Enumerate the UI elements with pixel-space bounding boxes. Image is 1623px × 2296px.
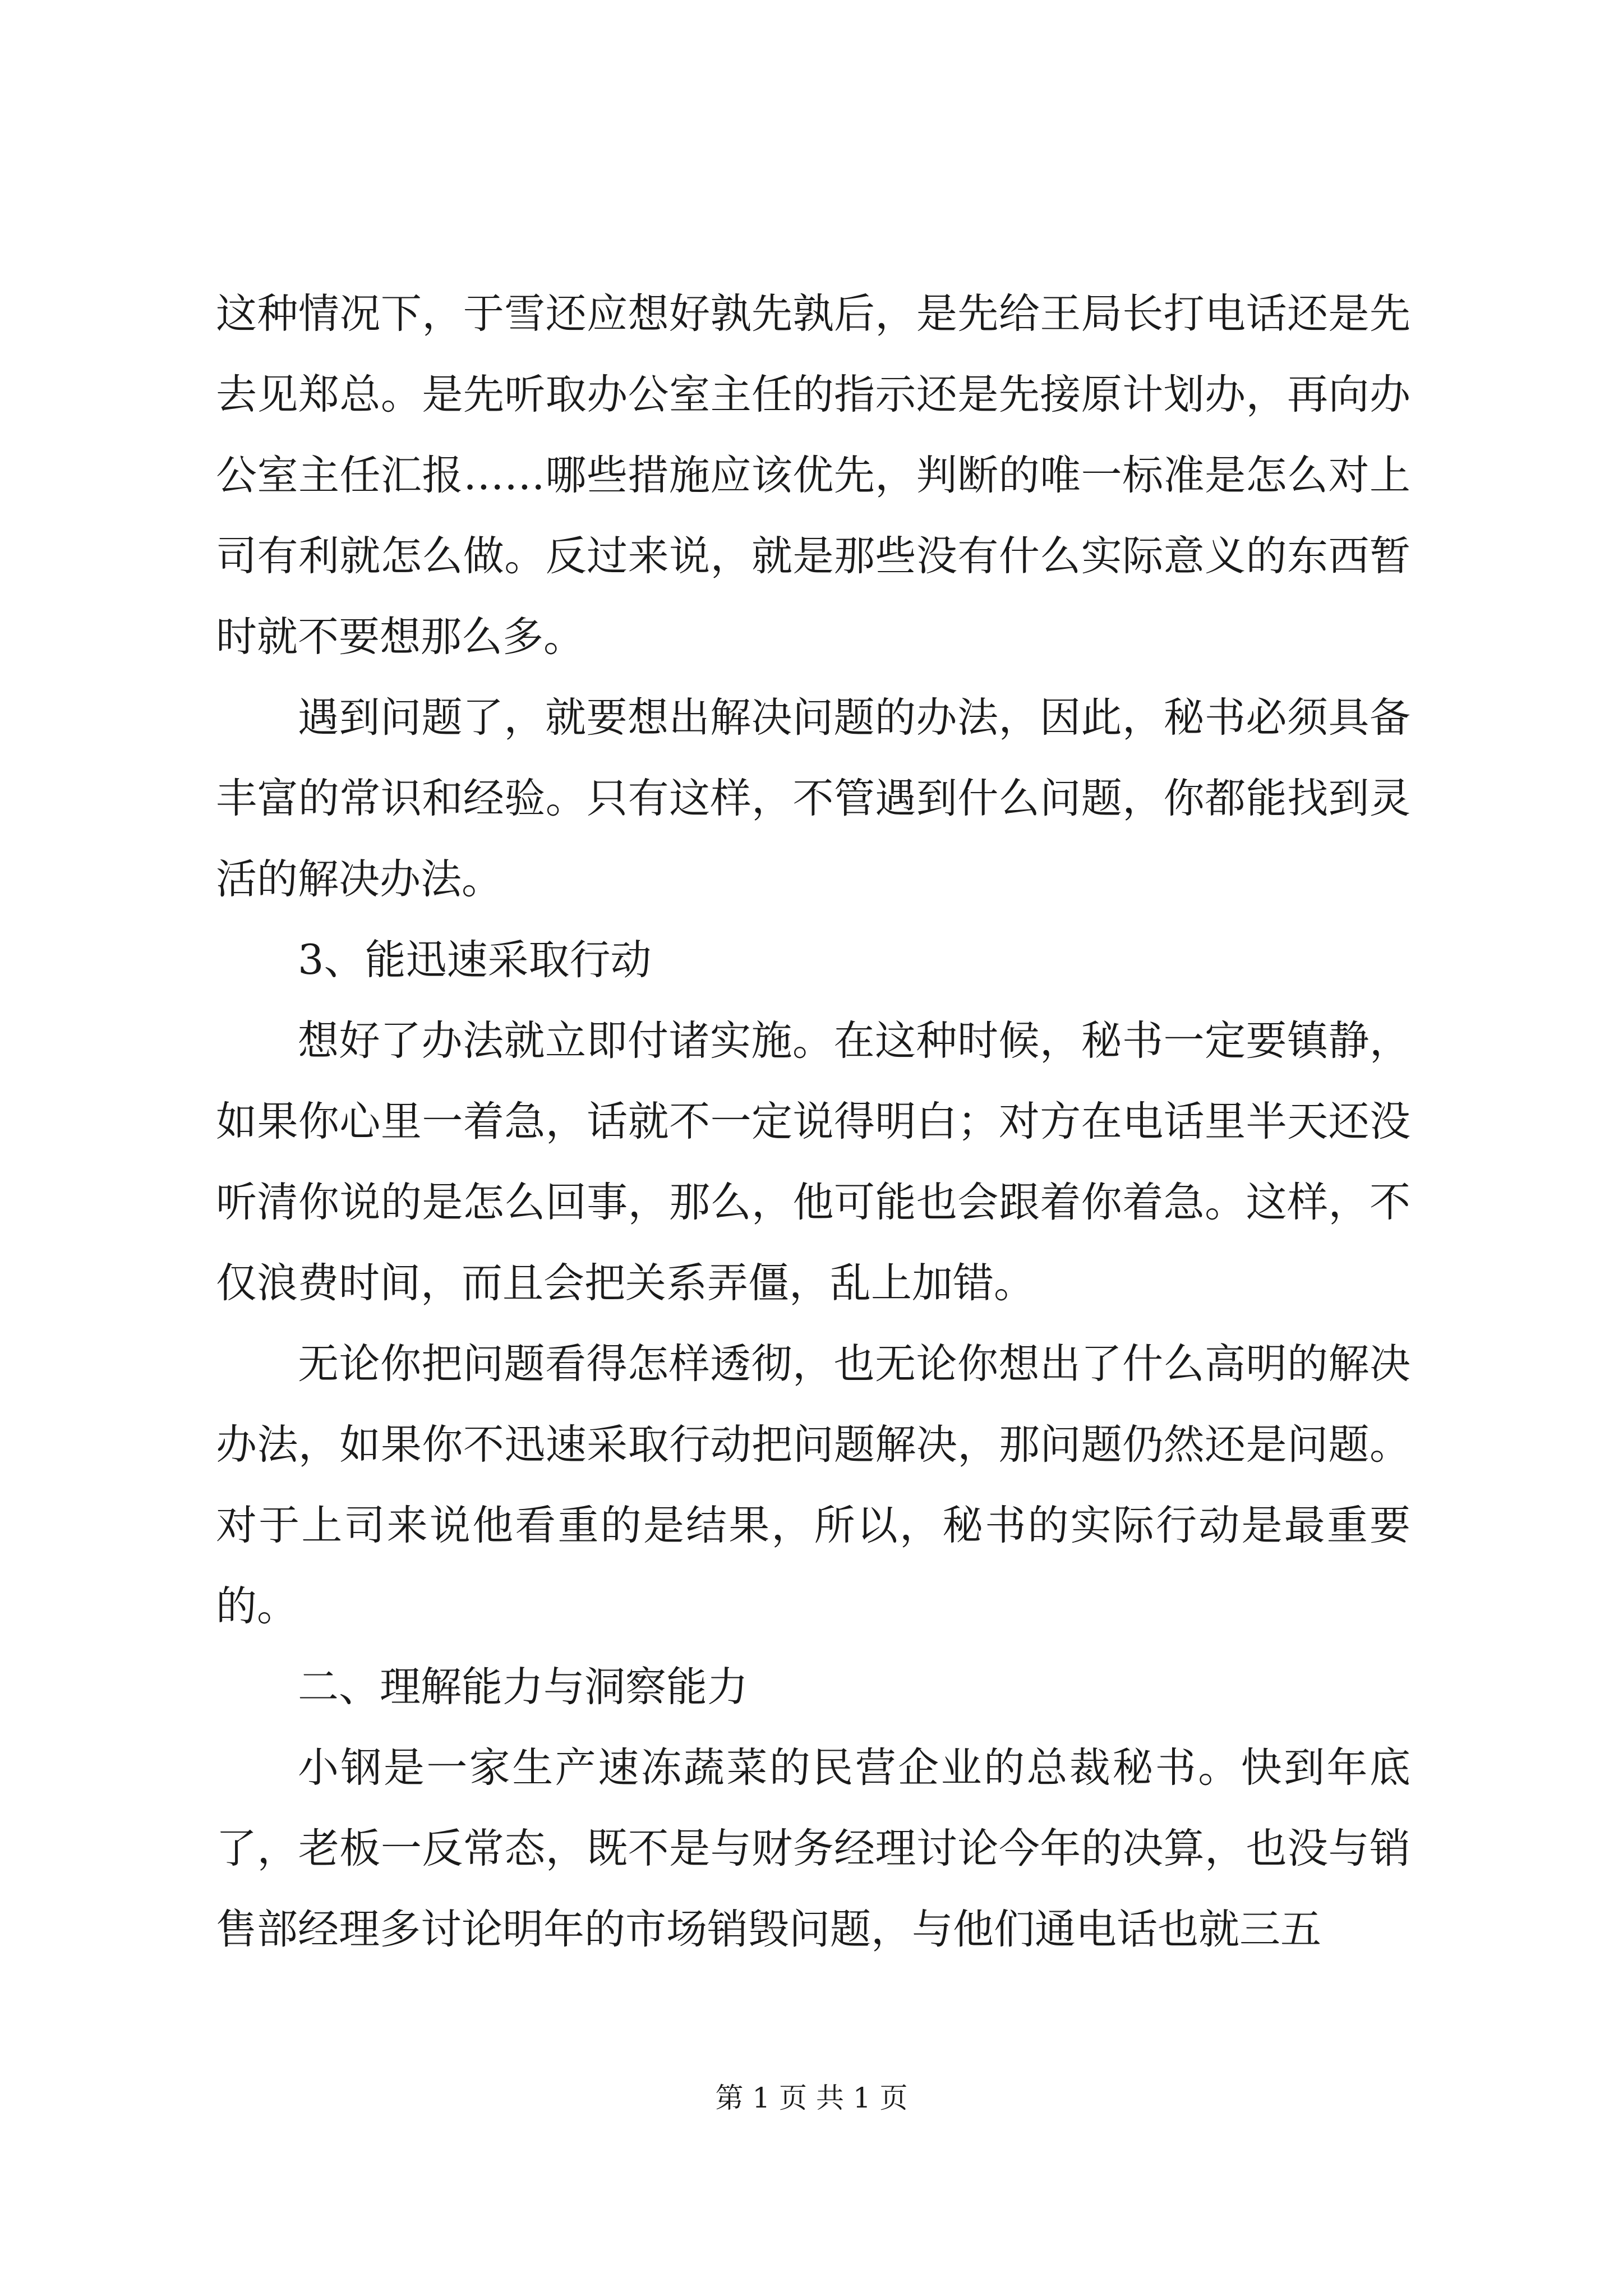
section-heading-2: 二、理解能力与洞察能力 bbox=[298, 1663, 748, 1711]
paragraph-3: 想好了办法就立即付诸实施。在这种时候，秘书一定要镇静，如果你心里一着急，话就不一定说得明白；对方在电话里半天还没听清你说的是怎么回事，那么，他可能也会跟着你着急。这样，不仅浪费时间，而且会把关系弄僵，乱上加错。 bbox=[216, 1017, 1410, 1307]
paragraph-2: 遇到问题了，就要想出解决问题的办法，因此，秘书必须具备丰富的常识和经验。只有这样，不管遇到什么问题，你都能找到灵活的解决办法。 bbox=[216, 694, 1410, 903]
page-footer bbox=[0, 2076, 1623, 2116]
page-number-label: 第 1 页 共 1 页 bbox=[715, 2082, 908, 2114]
section-heading-3: 3、能迅速采取行动 bbox=[298, 936, 652, 984]
paragraph-4: 无论你把问题看得怎样透彻，也无论你想出了什么高明的解决办法，如果你不迅速采取行动把问题解决，那问题仍然还是问题。对于上司来说他看重的是结果，所以，秘书的实际行动是最重要的。 bbox=[216, 1340, 1410, 1630]
paragraph-1: 这种情况下，于雪还应想好孰先孰后，是先给王局长打电话还是先去见郑总。是先听取办公室主任的指示还是先接原计划办，再向办公室主任汇报……哪些措施应该优先，判断的唯一标准是怎么对上司有利就怎么做。反过来说，就是那些没有什么实际意义的东西暂时就不要想那么多。 bbox=[216, 290, 1410, 661]
document-body bbox=[216, 274, 1410, 1970]
paragraph-5: 小钢是一家生产速冻蔬菜的民营企业的总裁秘书。快到年底了，老板一反常态，既不是与财务经理讨论今年的决算，也没与销售部经理多讨论明年的市场销毁问题，与他们通电话也就三五 bbox=[216, 1744, 1410, 1953]
